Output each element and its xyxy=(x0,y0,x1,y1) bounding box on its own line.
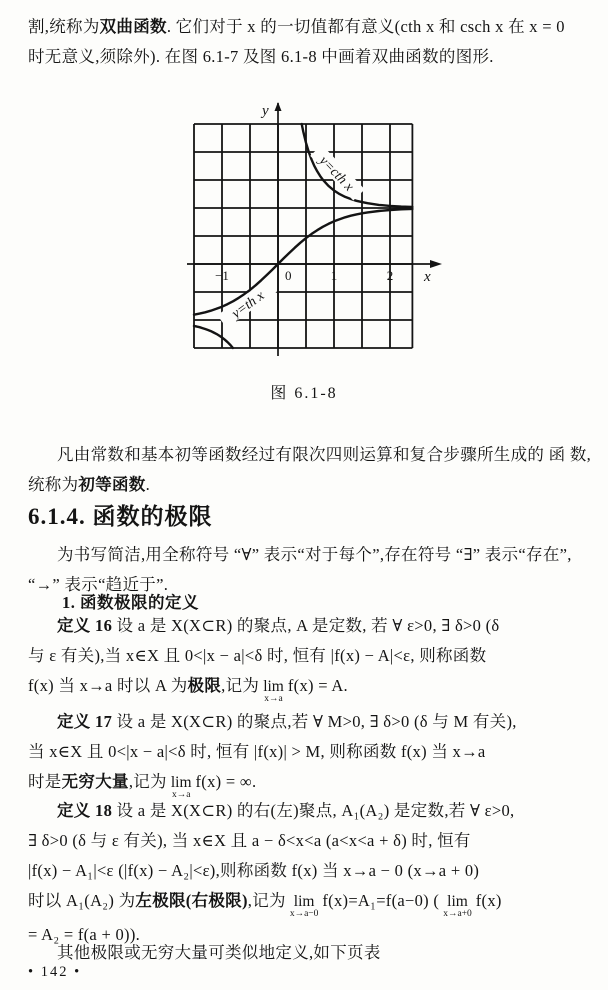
def18-line-3 xyxy=(28,856,602,886)
body-text: f(x) 当 x→a 时以 A 为 xyxy=(28,676,188,695)
body-text: f(x) = ∞. xyxy=(195,772,257,791)
y-axis-label: y xyxy=(262,103,269,119)
section-heading xyxy=(28,498,213,531)
body-text: f(x) xyxy=(475,891,502,910)
body-text: 为书写简洁,用全称符号 “∀” 表示“对于每个”,存在符号 “∃” 表示“存在”, xyxy=(57,545,572,564)
x-axis-arrow-icon xyxy=(430,260,442,268)
intro-text: 割,统称为 xyxy=(28,17,100,36)
definition-17 xyxy=(28,707,602,801)
term-hyperbolic-functions: 双曲函数 xyxy=(99,17,167,36)
def16-line-1 xyxy=(28,611,602,641)
body-text: 其他极限或无穷大量可类似地定义,如下页表 xyxy=(57,943,381,962)
body-text: 时是 xyxy=(28,772,62,791)
y-axis-arrow-icon xyxy=(275,102,282,111)
term-infinitely-large: 无穷大量 xyxy=(61,772,129,791)
curve-coth xyxy=(194,326,233,348)
elementary-line-2 xyxy=(28,470,602,500)
section-heading-text: 6.1.4. 函数的极限 xyxy=(28,504,213,529)
limit-notation xyxy=(263,679,284,705)
def17-line-1 xyxy=(28,707,602,737)
body-text: 凡由常数和基本初等函数经过有限次四则运算和复合步骤所生成的 函 数, xyxy=(57,445,592,464)
intro-text: 时无意义,须除外). 在图 6.1-7 及图 6.1-8 中画着双曲函数的图形. xyxy=(28,47,494,66)
body-text: 当 x∈X 且 0<|x − a|<δ 时, 恒有 |f(x)| > M, 则称函数 f(x) 当 x→a xyxy=(28,742,486,761)
body-text: “→” 表示“趋近于”. xyxy=(28,575,169,594)
body-text: 统称为 xyxy=(28,475,79,494)
body-text: f(x) = A. xyxy=(287,676,348,695)
lim-operator: lim xyxy=(170,773,192,791)
curve-label: y=th x xyxy=(229,288,268,322)
elementary-line-1 xyxy=(28,440,602,470)
def17-line-2 xyxy=(28,737,602,767)
page-number xyxy=(28,964,81,981)
limit-notation xyxy=(290,894,319,920)
x-tick-label: 0 xyxy=(285,268,292,283)
body-text: f(x)=A₁=f(a−0) ( xyxy=(322,891,440,910)
subsection-heading xyxy=(62,589,199,613)
body-text: ∃ δ>0 (δ 与 ε 有关), 当 x∈X 且 a − δ<x<a (a<x<a + δ) 时, 恒有 xyxy=(28,831,471,850)
definition-16 xyxy=(28,611,602,705)
def16-line-3 xyxy=(28,671,602,705)
lim-subscript: x→a xyxy=(264,694,283,704)
def16-label: 定义 16 xyxy=(57,616,113,635)
term-elementary-functions: 初等函数 xyxy=(78,475,146,494)
elementary-paragraph xyxy=(28,440,602,500)
body-text: ,记为 xyxy=(221,676,260,695)
x-tick-label: −1 xyxy=(215,268,229,283)
lim-subscript: x→a+0 xyxy=(443,909,472,919)
def18-line-4 xyxy=(28,886,602,920)
intro-text: . 它们对于 x 的一切值都有意义(cth x 和 csch x 在 x = 0 xyxy=(166,17,565,36)
def18-line-2 xyxy=(28,826,602,856)
closing-line xyxy=(28,942,602,964)
definition-18 xyxy=(28,796,602,950)
body-text: 时以 A₁(A₂) 为 xyxy=(28,891,136,910)
x-axis-label: x xyxy=(424,269,431,285)
def18-label: 定义 18 xyxy=(57,801,113,820)
body-text: 设 a 是 X(X⊂R) 的聚点, A 是定数, 若 ∀ ε>0, ∃ δ>0 (δ xyxy=(112,616,500,635)
curve-label: y=cth x xyxy=(315,153,357,195)
subsection-heading-text: 1. 函数极限的定义 xyxy=(62,593,199,612)
page-number-text: • 142 • xyxy=(28,964,82,980)
body-text: = A₂ = f(a + 0)). xyxy=(28,924,141,944)
intro-paragraph xyxy=(28,12,602,72)
body-text: 设 a 是 X(X⊂R) 的右(左)聚点, A₁(A₂) 是定数,若 ∀ ε>0, xyxy=(112,801,515,820)
body-text: ,记为 xyxy=(128,772,167,791)
body-text: 设 a 是 X(X⊂R) 的聚点,若 ∀ M>0, ∃ δ>0 (δ 与 M 有关), xyxy=(112,712,517,731)
figure-caption xyxy=(0,380,608,403)
def18-line-1 xyxy=(28,796,602,826)
curve-tanh xyxy=(194,209,412,315)
lim-operator: lim xyxy=(263,677,284,695)
figure-6-1-8-chart xyxy=(180,98,452,364)
x-tick-label: 1 xyxy=(330,268,338,283)
lim-operator: lim xyxy=(447,892,468,910)
figure-caption-text: 图 6.1-8 xyxy=(270,385,338,402)
lim-subscript: x→a−0 xyxy=(289,909,319,919)
body-text: 与 ε 有关),当 x∈X 且 0<|x − a|<δ 时, 恒有 |f(x) − A|<ε, 则称函数 xyxy=(28,646,487,665)
body-text: . xyxy=(145,475,151,494)
def17-label: 定义 17 xyxy=(57,712,113,731)
closing-paragraph xyxy=(28,942,602,964)
notation-line-1 xyxy=(28,540,602,570)
lim-subscript: x→a xyxy=(171,790,191,800)
intro-line-2 xyxy=(28,42,602,72)
lim-operator: lim xyxy=(293,892,315,910)
limit-notation xyxy=(443,894,472,920)
term-left-right-limit: 左极限(右极限) xyxy=(135,891,248,910)
body-text: ,记为 xyxy=(247,891,286,910)
x-tick-label: 2 xyxy=(386,268,394,283)
def16-line-2 xyxy=(28,641,602,671)
intro-line-1 xyxy=(28,12,602,42)
body-text: |f(x) − A₁|<ε (|f(x) − A₂|<ε),则称函数 f(x) 当 x→a − 0 (x→a + 0) xyxy=(28,861,480,880)
term-limit: 极限 xyxy=(187,676,222,695)
